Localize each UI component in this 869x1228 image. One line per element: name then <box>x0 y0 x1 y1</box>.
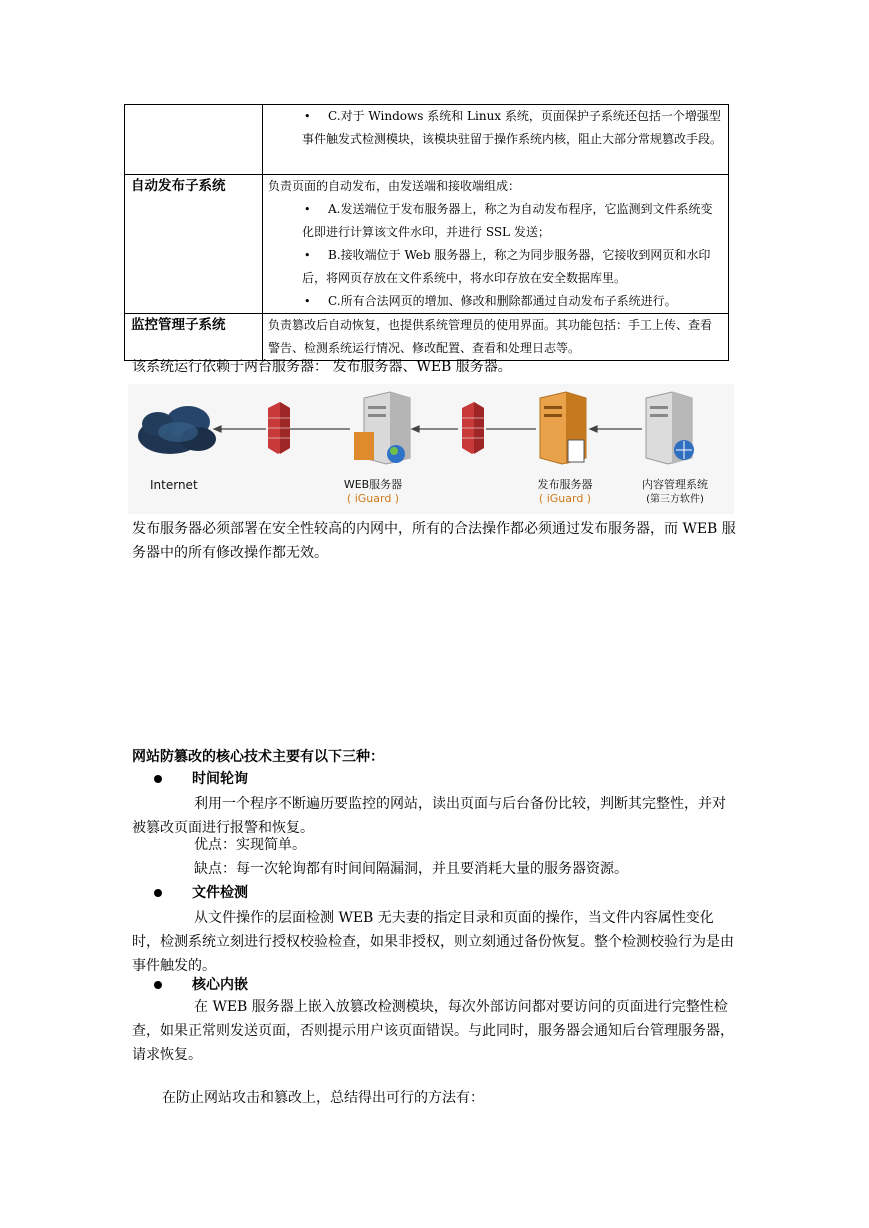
tech-pros: 优点：实现简单。 <box>194 837 306 853</box>
closing-sentence: 在防止网站攻击和篡改上，总结得出可行的方法有： <box>162 1090 484 1106</box>
tech-body: 利用一个程序不断遍历要监控的网站，读出页面与后台备份比较，判断其完整性，并对被篡改页面进行报警和恢复。 <box>132 796 726 836</box>
bullet-dot <box>154 775 162 783</box>
web-server-sublabel: ( iGuard ) <box>346 492 400 505</box>
table-row <box>125 105 729 175</box>
publish-paragraph: 发布服务器必须部署在安全性较高的内网中，所有的合法操作都必须通过发布服务器，而 WEB 服务器中的所有修改操作都无效。 <box>132 521 736 561</box>
tech-title: 核心内嵌 <box>192 977 248 993</box>
core-heading: 网站防篡改的核心技术主要有以下三种： <box>132 749 384 765</box>
list-item: • B.接收端位于 Web 服务器上，称之为同步服务器，它接收到网页和水印后，将网页存放在文件系统中，将水印存放在安全数据库里。 <box>268 244 723 290</box>
table-cell-desc: 负责篡改后自动恢复，也提供系统管理员的使用界面。其功能包括：手工上传、查看警告、检测系统运行情况、修改配置、查看和处理日志等。 <box>263 314 729 361</box>
web-server-label: WEB服务器 <box>343 478 403 491</box>
bullet-dot <box>154 889 162 897</box>
cms-label: 内容管理系统 <box>642 478 708 491</box>
arrow-head <box>214 426 221 432</box>
deployment-diagram <box>128 384 734 514</box>
web-server-icon <box>354 392 410 464</box>
publish-server-icon <box>540 392 586 464</box>
list-item: • C.所有合法网页的增加、修改和删除都通过自动发布子系统进行。 <box>268 290 723 313</box>
table-cell-desc <box>263 105 729 175</box>
firewall-icon <box>462 402 484 454</box>
cell-intro: 负责页面的自动发布，由发送端和接收端组成： <box>268 179 521 193</box>
table-cell-desc <box>263 175 729 314</box>
cms-server-icon <box>646 392 694 464</box>
tech-cons: 缺点：每一次轮询都有时间间隔漏洞，并且要消耗大量的服务器资源。 <box>194 861 628 877</box>
tech-body: 在 WEB 服务器上嵌入放篡改检测模块，每次外部访问都对要访问的页面进行完整性检查，如果正常则发送页面，否则提示用户该页面错误。与此同时，服务器会通知后台管理服务器，请求恢复。 <box>132 999 734 1063</box>
publish-server-sublabel: ( iGuard ) <box>538 492 592 505</box>
internet-label: Internet <box>150 478 198 492</box>
firewall-icon <box>268 402 290 454</box>
table-row <box>125 175 729 314</box>
cms-sublabel: (第三方软件) <box>646 494 704 505</box>
servers-sentence: 该系统运行依赖于两台服务器： 发布服务器、WEB 服务器。 <box>132 359 512 375</box>
cloud-icon <box>138 406 216 454</box>
tech-title: 文件检测 <box>192 885 248 901</box>
arrow-head <box>590 426 597 432</box>
table-cell-name: 监控管理子系统 <box>125 314 263 361</box>
list-item: • C.对于 Windows 系统和 Linux 系统，页面保护子系统还包括一个增强型事件触发式检测模块，该模块驻留于操作系统内核，阻止大部分常规篡改手段。 <box>268 105 723 151</box>
arrow-head <box>412 426 419 432</box>
tech-title: 时间轮询 <box>192 771 248 787</box>
publish-server-label: 发布服务器 <box>537 478 593 491</box>
bullet-dot <box>154 981 162 989</box>
table-cell-name: 自动发布子系统 <box>125 175 263 314</box>
subsystem-table <box>124 104 729 361</box>
table-cell-name <box>125 105 263 175</box>
list-item: • A.发送端位于发布服务器上，称之为自动发布程序，它监测到文件系统变化即进行计算该文件水印，并进行 SSL 发送； <box>268 198 723 244</box>
tech-body: 从文件操作的层面检测 WEB 无夫妻的指定目录和页面的操作，当文件内容属性变化时，检测系统立刻进行授权校验检查，如果非授权，则立刻通过备份恢复。整个检测校验行为是由事件触发的。 <box>132 910 734 974</box>
table-row <box>125 314 729 361</box>
